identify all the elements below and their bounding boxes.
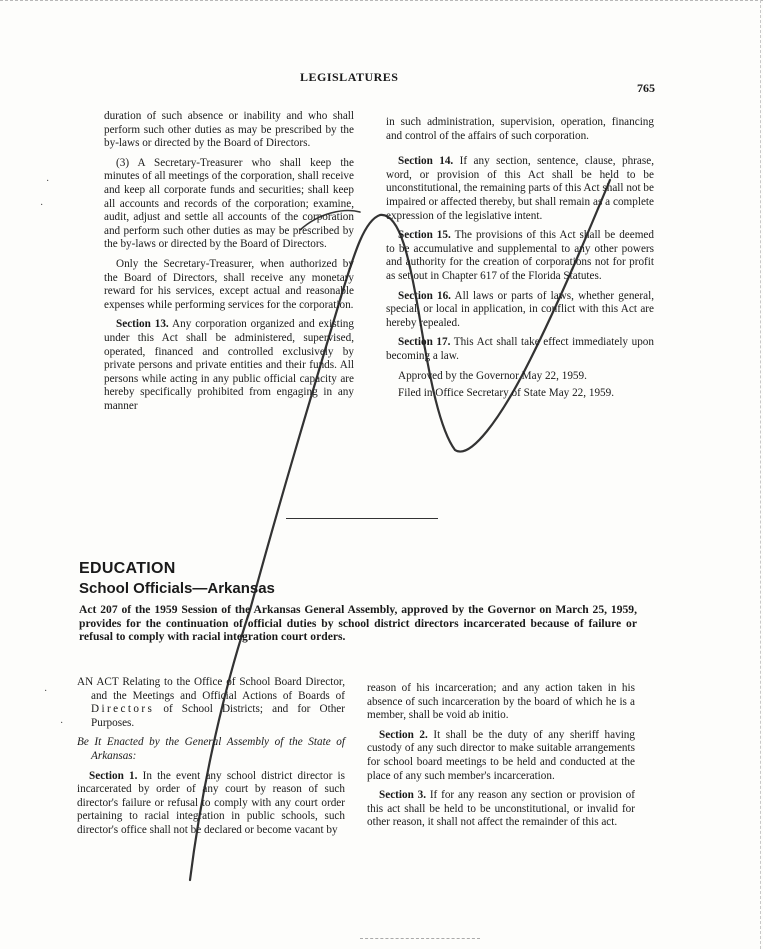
- section-text: It shall be the duty of any sheriff having custody of any such director to make suitable arrangements for school board meetings to be held and conducted at the place of any such member's incarceration.: [367, 728, 635, 782]
- section-label: Section 14.: [398, 155, 454, 168]
- act-title: [77, 676, 345, 730]
- paragraph: duration of such absence or inability and who shall perform such other duties as may be prescribed by the by-laws or directed by the Board of Directors.: [104, 110, 354, 150]
- section-subheading: School Officials—Arkansas: [79, 580, 275, 597]
- right-column-bottom: [367, 682, 635, 836]
- section-1: [77, 770, 345, 838]
- left-column-top: [104, 110, 354, 419]
- act-title-text: of School Districts; and for Other Purposes.: [91, 703, 345, 729]
- act-summary: Act 207 of the 1959 Session of the Arkansas General Assembly, approved by the Governor on March 25, 1959, provides for the continuation of official duties by school district directors incarcerated because of failure or refusal to comply with racial integration court orders.: [79, 603, 637, 644]
- section-text: The provisions of this Act shall be deemed to be accumulative and supplemental to any other powers and authority for the creation of corporations not for profit as set out in Chapter 617 of the Florida Statutes.: [386, 229, 654, 282]
- page-top-border: [0, 0, 763, 1]
- section-label: Section 15.: [398, 229, 451, 242]
- paragraph: in such administration, supervision, operation, financing and control of the affairs of such corporation.: [386, 116, 654, 142]
- page-number: 765: [637, 81, 655, 95]
- act-title-spaced: Directors: [91, 703, 155, 716]
- section-label: Section 3.: [379, 789, 427, 802]
- section-label: Section 1.: [89, 769, 138, 782]
- scan-speck: ·: [40, 200, 44, 211]
- approval-line: Approved by the Governor May 22, 1959.: [398, 369, 587, 382]
- section-divider: [286, 518, 438, 519]
- scan-speck: ·: [44, 686, 48, 697]
- scan-speck: ·: [46, 176, 50, 187]
- section-label: Section 13.: [116, 318, 169, 331]
- scan-speck: ·: [60, 718, 64, 729]
- paragraph: Only the Secretary-Treasurer, when authorized by the Board of Directors, shall receive any monetary reward for his services, except actual and reasonable expenses while performing services for the corporation.: [104, 257, 354, 311]
- section-heading: EDUCATION: [79, 560, 176, 577]
- running-head: LEGISLATURES: [300, 70, 399, 84]
- filed-line: Filed in Office Secretary of State May 22, 1959.: [398, 387, 615, 400]
- section-text: In the event any school district director is incarcerated by order of any court by reason of such director's failure or refusal to comply with any court order pertaining to racial integration in public schools, such director's office shall not be declared or become vacant by: [77, 769, 345, 836]
- section-text: All laws or parts of laws, whether general, special, or local in application, in conflict with this Act are hereby repealed.: [386, 289, 654, 329]
- section-14: [386, 155, 654, 223]
- section-label: Section 17.: [398, 336, 451, 349]
- section-15: [386, 229, 654, 283]
- section-text: If for any reason any section or provision of this act shall be held to be unconstitutional, or invalid for other reason, it shall not affect the remainder of this act.: [367, 789, 635, 829]
- bottom-scan-marks: [360, 938, 480, 939]
- act-title-text: AN ACT Relating to the Office of School Board Director, and the Meetings and Official Actions of Boards of: [77, 676, 345, 702]
- section-label: Section 2.: [379, 728, 428, 741]
- page-right-border: [760, 0, 761, 949]
- enacting-clause: Be It Enacted by the General Assembly of the State of Arkansas:: [77, 736, 345, 762]
- section-text: Any corporation organized and existing under this Act shall be administered, supervised, operated, financed and controlled exclusively by private persons and private entities and their funds. All persons while acting in any public official capacity are hereby specifically prohibited from engaging in any manner: [104, 318, 354, 412]
- section-2: [367, 729, 635, 783]
- paragraph: reason of his incarceration; and any action taken in his absence of such incarceration by the board of which he is a member, shall be void ab initio.: [367, 682, 635, 722]
- section-16: [386, 290, 654, 331]
- section-17: [386, 336, 654, 363]
- section-text: If any section, sentence, clause, phrase, word, or provision of this Act shall be held to be unconstitutional, the remaining parts of this Act shall not be impaired or affected thereby, but shall remain as a complete expression of the legislative intent.: [386, 155, 654, 222]
- section-label: Section 16.: [398, 289, 451, 302]
- right-column-top: [386, 116, 654, 407]
- left-column-bottom: [77, 676, 345, 844]
- section-13: [104, 318, 354, 413]
- section-text: This Act shall take effect immediately upon becoming a law.: [386, 336, 654, 362]
- section-3: [367, 789, 635, 830]
- paragraph: (3) A Secretary-Treasurer who shall keep the minutes of all meetings of the corporation, shall receive and keep all corporate funds and securities; shall keep all accounts and records of the corporation; examine, audit, adjust and settle all accounts of the corporation and perform such other duties as may be prescribed by the by-laws or directed by the Board of Directors.: [104, 156, 354, 251]
